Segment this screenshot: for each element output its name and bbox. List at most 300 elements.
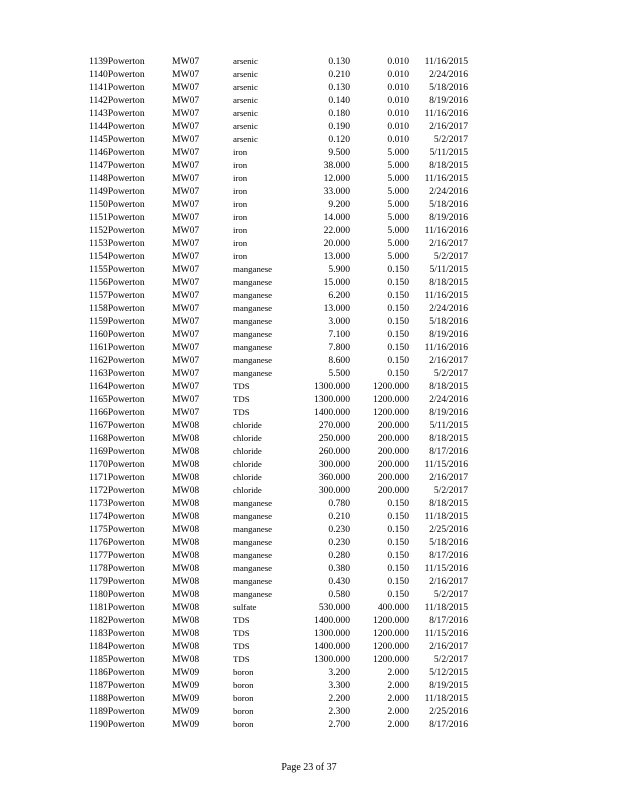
standard-limit: 1200.000	[373, 394, 409, 405]
site-name: Powerton	[107, 147, 145, 158]
record-id-site	[89, 588, 179, 601]
site-name: Powerton	[107, 433, 145, 444]
site-name: Powerton	[107, 524, 145, 535]
record-id: 1187	[89, 680, 108, 691]
table-row	[0, 367, 618, 380]
site-name: Powerton	[107, 238, 145, 249]
record-id: 1144	[89, 121, 108, 132]
sample-date: 5/18/2016	[429, 316, 468, 327]
record-id: 1172	[89, 485, 108, 496]
record-id-site	[89, 614, 179, 627]
sample-date: 8/17/2016	[429, 615, 468, 626]
record-id-site	[89, 224, 179, 237]
sample-date: 5/11/2015	[429, 264, 468, 275]
site-name: Powerton	[107, 589, 145, 600]
well-id: MW07	[172, 238, 200, 249]
site-name: Powerton	[107, 615, 145, 626]
table-row	[0, 575, 618, 588]
well-id: MW07	[172, 316, 200, 327]
standard-limit: 0.010	[387, 95, 409, 106]
sample-date: 2/24/2016	[429, 186, 468, 197]
table-row	[0, 94, 618, 107]
standard-limit: 5.000	[387, 160, 409, 171]
standard-limit: 0.150	[387, 576, 409, 587]
record-id-site	[89, 68, 179, 81]
sample-date: 2/16/2017	[429, 641, 468, 652]
standard-limit: 1200.000	[373, 615, 409, 626]
well-id: MW08	[172, 615, 200, 626]
table-row	[0, 692, 618, 705]
standard-limit: 1200.000	[373, 381, 409, 392]
record-id-site	[89, 341, 179, 354]
site-name: Powerton	[107, 160, 145, 171]
standard-limit: 200.000	[377, 485, 409, 496]
standard-limit: 0.150	[387, 303, 409, 314]
parameter: arsenic	[233, 121, 258, 131]
table-row	[0, 497, 618, 510]
parameter: chloride	[233, 485, 262, 495]
table-row	[0, 224, 618, 237]
well-id: MW07	[172, 121, 200, 132]
record-id: 1173	[89, 498, 108, 509]
table-row	[0, 315, 618, 328]
record-id: 1163	[89, 368, 108, 379]
sample-date: 2/24/2016	[429, 394, 468, 405]
sample-date: 11/16/2015	[424, 173, 468, 184]
record-id-site	[89, 601, 179, 614]
site-name: Powerton	[107, 82, 145, 93]
record-id-site	[89, 133, 179, 146]
well-id: MW07	[172, 264, 200, 275]
parameter: arsenic	[233, 108, 258, 118]
measured-value: 3.200	[328, 667, 350, 678]
sample-date: 5/2/2017	[433, 134, 468, 145]
record-id-site	[89, 211, 179, 224]
well-id: MW07	[172, 251, 200, 262]
sample-date: 8/19/2015	[429, 680, 468, 691]
table-row	[0, 679, 618, 692]
well-id: MW07	[172, 147, 200, 158]
measured-value: 5.500	[328, 368, 350, 379]
table-row	[0, 588, 618, 601]
sample-date: 5/2/2017	[433, 368, 468, 379]
sample-date: 5/12/2015	[429, 667, 468, 678]
well-id: MW07	[172, 303, 200, 314]
standard-limit: 200.000	[377, 446, 409, 457]
parameter: manganese	[233, 368, 273, 378]
site-name: Powerton	[107, 472, 145, 483]
table-row	[0, 640, 618, 653]
well-id: MW08	[172, 654, 200, 665]
site-name: Powerton	[107, 680, 145, 691]
parameter: TDS	[233, 407, 250, 417]
measured-value: 270.000	[318, 420, 350, 431]
parameter: sulfate	[233, 602, 257, 612]
well-id: MW08	[172, 498, 200, 509]
record-id-site	[89, 692, 179, 705]
measured-value: 1300.000	[314, 628, 350, 639]
record-id-site	[89, 315, 179, 328]
record-id: 1157	[89, 290, 108, 301]
record-id-site	[89, 627, 179, 640]
sample-date: 2/24/2016	[429, 303, 468, 314]
sample-date: 8/19/2016	[429, 407, 468, 418]
record-id: 1185	[89, 654, 108, 665]
parameter: manganese	[233, 498, 273, 508]
table-row	[0, 354, 618, 367]
table-row	[0, 393, 618, 406]
standard-limit: 0.150	[387, 524, 409, 535]
record-id: 1178	[89, 563, 108, 574]
table-row	[0, 523, 618, 536]
standard-limit: 5.000	[387, 251, 409, 262]
standard-limit: 0.010	[387, 121, 409, 132]
record-id-site	[89, 328, 179, 341]
table-row	[0, 718, 618, 731]
parameter: manganese	[233, 589, 273, 599]
sample-date: 8/17/2016	[429, 550, 468, 561]
parameter: manganese	[233, 264, 273, 274]
site-name: Powerton	[107, 719, 145, 730]
table-row	[0, 289, 618, 302]
record-id-site	[89, 276, 179, 289]
record-id: 1158	[89, 303, 108, 314]
record-id-site	[89, 380, 179, 393]
table-row	[0, 198, 618, 211]
record-id: 1151	[89, 212, 108, 223]
sample-date: 11/15/2016	[424, 459, 468, 470]
parameter: manganese	[233, 511, 273, 521]
parameter: iron	[233, 199, 248, 209]
sample-date: 2/16/2017	[429, 238, 468, 249]
record-id: 1139	[89, 56, 108, 67]
table-row	[0, 380, 618, 393]
measured-value: 3.300	[328, 680, 350, 691]
parameter: TDS	[233, 654, 250, 664]
standard-limit: 200.000	[377, 433, 409, 444]
sample-date: 8/18/2015	[429, 498, 468, 509]
record-id: 1143	[89, 108, 108, 119]
record-id: 1159	[89, 316, 108, 327]
site-name: Powerton	[107, 316, 145, 327]
record-id-site	[89, 562, 179, 575]
record-id: 1177	[89, 550, 108, 561]
sample-date: 11/16/2015	[424, 290, 468, 301]
well-id: MW07	[172, 290, 200, 301]
table-row	[0, 536, 618, 549]
sample-date: 2/16/2017	[429, 472, 468, 483]
well-id: MW07	[172, 381, 200, 392]
table-row	[0, 549, 618, 562]
site-name: Powerton	[107, 264, 145, 275]
well-id: MW08	[172, 524, 200, 535]
site-name: Powerton	[107, 511, 145, 522]
site-name: Powerton	[107, 654, 145, 665]
measured-value: 7.800	[328, 342, 350, 353]
measured-value: 0.210	[328, 511, 350, 522]
well-id: MW09	[172, 680, 200, 691]
table-row	[0, 627, 618, 640]
data-table	[0, 55, 618, 731]
site-name: Powerton	[107, 225, 145, 236]
parameter: TDS	[233, 641, 250, 651]
site-name: Powerton	[107, 667, 145, 678]
record-id: 1174	[89, 511, 108, 522]
sample-date: 2/16/2017	[429, 121, 468, 132]
table-row	[0, 432, 618, 445]
table-row	[0, 133, 618, 146]
standard-limit: 0.150	[387, 329, 409, 340]
well-id: MW07	[172, 199, 200, 210]
parameter: manganese	[233, 563, 273, 573]
record-id-site	[89, 146, 179, 159]
record-id-site	[89, 302, 179, 315]
record-id: 1147	[89, 160, 108, 171]
sample-date: 5/2/2017	[433, 485, 468, 496]
sample-date: 8/18/2015	[429, 433, 468, 444]
parameter: manganese	[233, 277, 273, 287]
record-id-site	[89, 432, 179, 445]
measured-value: 0.130	[328, 82, 350, 93]
record-id-site	[89, 666, 179, 679]
site-name: Powerton	[107, 108, 145, 119]
parameter: manganese	[233, 537, 273, 547]
site-name: Powerton	[107, 498, 145, 509]
site-name: Powerton	[107, 186, 145, 197]
site-name: Powerton	[107, 355, 145, 366]
table-row	[0, 510, 618, 523]
table-row	[0, 172, 618, 185]
standard-limit: 0.150	[387, 355, 409, 366]
sample-date: 8/17/2016	[429, 719, 468, 730]
table-row	[0, 146, 618, 159]
table-row	[0, 263, 618, 276]
sample-date: 5/2/2017	[433, 251, 468, 262]
site-name: Powerton	[107, 602, 145, 613]
well-id: MW08	[172, 433, 200, 444]
standard-limit: 400.000	[377, 602, 409, 613]
site-name: Powerton	[107, 628, 145, 639]
standard-limit: 5.000	[387, 225, 409, 236]
record-id: 1165	[89, 394, 108, 405]
well-id: MW08	[172, 628, 200, 639]
site-name: Powerton	[107, 56, 145, 67]
measured-value: 1300.000	[314, 654, 350, 665]
measured-value: 0.130	[328, 56, 350, 67]
record-id: 1162	[89, 355, 108, 366]
standard-limit: 0.150	[387, 498, 409, 509]
well-id: MW07	[172, 69, 200, 80]
record-id-site	[89, 510, 179, 523]
record-id: 1141	[89, 82, 108, 93]
parameter: TDS	[233, 628, 250, 638]
measured-value: 0.580	[328, 589, 350, 600]
standard-limit: 0.010	[387, 82, 409, 93]
standard-limit: 1200.000	[373, 654, 409, 665]
record-id: 1168	[89, 433, 108, 444]
site-name: Powerton	[107, 212, 145, 223]
parameter: iron	[233, 173, 248, 183]
standard-limit: 5.000	[387, 199, 409, 210]
record-id-site	[89, 640, 179, 653]
standard-limit: 0.150	[387, 277, 409, 288]
record-id: 1150	[89, 199, 108, 210]
record-id: 1161	[89, 342, 108, 353]
record-id: 1148	[89, 173, 108, 184]
parameter: boron	[233, 680, 254, 690]
parameter: arsenic	[233, 134, 258, 144]
parameter: boron	[233, 719, 254, 729]
well-id: MW08	[172, 576, 200, 587]
measured-value: 8.600	[328, 355, 350, 366]
record-id: 1156	[89, 277, 108, 288]
parameter: manganese	[233, 355, 273, 365]
measured-value: 7.100	[328, 329, 350, 340]
well-id: MW07	[172, 82, 200, 93]
measured-value: 14.000	[323, 212, 350, 223]
sample-date: 2/25/2016	[429, 524, 468, 535]
record-id: 1181	[89, 602, 108, 613]
page-number: Page 23 of 37	[281, 762, 337, 773]
table-row	[0, 159, 618, 172]
record-id-site	[89, 445, 179, 458]
sample-date: 11/16/2015	[424, 56, 468, 67]
table-row	[0, 211, 618, 224]
parameter: manganese	[233, 342, 273, 352]
measured-value: 1400.000	[314, 407, 350, 418]
site-name: Powerton	[107, 381, 145, 392]
parameter: TDS	[233, 394, 250, 404]
table-row	[0, 406, 618, 419]
well-id: MW07	[172, 160, 200, 171]
record-id: 1169	[89, 446, 108, 457]
standard-limit: 5.000	[387, 212, 409, 223]
sample-date: 8/17/2016	[429, 446, 468, 457]
record-id: 1188	[89, 693, 108, 704]
record-id: 1164	[89, 381, 108, 392]
record-id: 1175	[89, 524, 108, 535]
sample-date: 5/18/2016	[429, 537, 468, 548]
measured-value: 12.000	[323, 173, 350, 184]
parameter: chloride	[233, 459, 262, 469]
well-id: MW08	[172, 511, 200, 522]
sample-date: 5/2/2017	[433, 654, 468, 665]
standard-limit: 200.000	[377, 459, 409, 470]
record-id: 1184	[89, 641, 108, 652]
measured-value: 0.430	[328, 576, 350, 587]
parameter: chloride	[233, 433, 262, 443]
record-id-site	[89, 159, 179, 172]
standard-limit: 0.010	[387, 134, 409, 145]
measured-value: 1300.000	[314, 394, 350, 405]
parameter: iron	[233, 238, 248, 248]
record-id-site	[89, 185, 179, 198]
well-id: MW07	[172, 277, 200, 288]
table-row	[0, 614, 618, 627]
table-row	[0, 68, 618, 81]
record-id-site	[89, 679, 179, 692]
measured-value: 0.140	[328, 95, 350, 106]
well-id: MW07	[172, 329, 200, 340]
parameter: boron	[233, 693, 254, 703]
record-id-site	[89, 172, 179, 185]
record-id: 1182	[89, 615, 108, 626]
well-id: MW09	[172, 719, 200, 730]
record-id-site	[89, 198, 179, 211]
table-row	[0, 653, 618, 666]
parameter: TDS	[233, 381, 250, 391]
table-row	[0, 341, 618, 354]
site-name: Powerton	[107, 121, 145, 132]
standard-limit: 0.150	[387, 589, 409, 600]
measured-value: 15.000	[323, 277, 350, 288]
sample-date: 8/18/2015	[429, 277, 468, 288]
site-name: Powerton	[107, 329, 145, 340]
site-name: Powerton	[107, 459, 145, 470]
standard-limit: 1200.000	[373, 407, 409, 418]
well-id: MW08	[172, 472, 200, 483]
measured-value: 13.000	[323, 251, 350, 262]
well-id: MW07	[172, 407, 200, 418]
table-row	[0, 445, 618, 458]
table-row	[0, 484, 618, 497]
measured-value: 0.210	[328, 69, 350, 80]
site-name: Powerton	[107, 706, 145, 717]
measured-value: 22.000	[323, 225, 350, 236]
table-row	[0, 120, 618, 133]
record-id-site	[89, 575, 179, 588]
parameter: chloride	[233, 472, 262, 482]
standard-limit: 0.150	[387, 368, 409, 379]
sample-date: 5/2/2017	[433, 589, 468, 600]
site-name: Powerton	[107, 693, 145, 704]
well-id: MW08	[172, 602, 200, 613]
record-id-site	[89, 406, 179, 419]
site-name: Powerton	[107, 563, 145, 574]
sample-date: 11/15/2016	[424, 563, 468, 574]
record-id: 1180	[89, 589, 108, 600]
measured-value: 0.280	[328, 550, 350, 561]
site-name: Powerton	[107, 173, 145, 184]
site-name: Powerton	[107, 199, 145, 210]
standard-limit: 1200.000	[373, 641, 409, 652]
record-id-site	[89, 55, 179, 68]
measured-value: 0.780	[328, 498, 350, 509]
site-name: Powerton	[107, 550, 145, 561]
measured-value: 1400.000	[314, 641, 350, 652]
measured-value: 2.200	[328, 693, 350, 704]
well-id: MW07	[172, 212, 200, 223]
parameter: arsenic	[233, 56, 258, 66]
standard-limit: 0.150	[387, 563, 409, 574]
record-id: 1153	[89, 238, 108, 249]
sample-date: 5/18/2016	[429, 82, 468, 93]
standard-limit: 2.000	[387, 680, 409, 691]
sample-date: 11/18/2015	[424, 511, 468, 522]
standard-limit: 2.000	[387, 706, 409, 717]
parameter: arsenic	[233, 82, 258, 92]
standard-limit: 5.000	[387, 186, 409, 197]
well-id: MW07	[172, 394, 200, 405]
well-id: MW08	[172, 537, 200, 548]
measured-value: 250.000	[318, 433, 350, 444]
table-row	[0, 328, 618, 341]
well-id: MW07	[172, 355, 200, 366]
parameter: manganese	[233, 576, 273, 586]
table-row	[0, 562, 618, 575]
measured-value: 300.000	[318, 459, 350, 470]
measured-value: 33.000	[323, 186, 350, 197]
